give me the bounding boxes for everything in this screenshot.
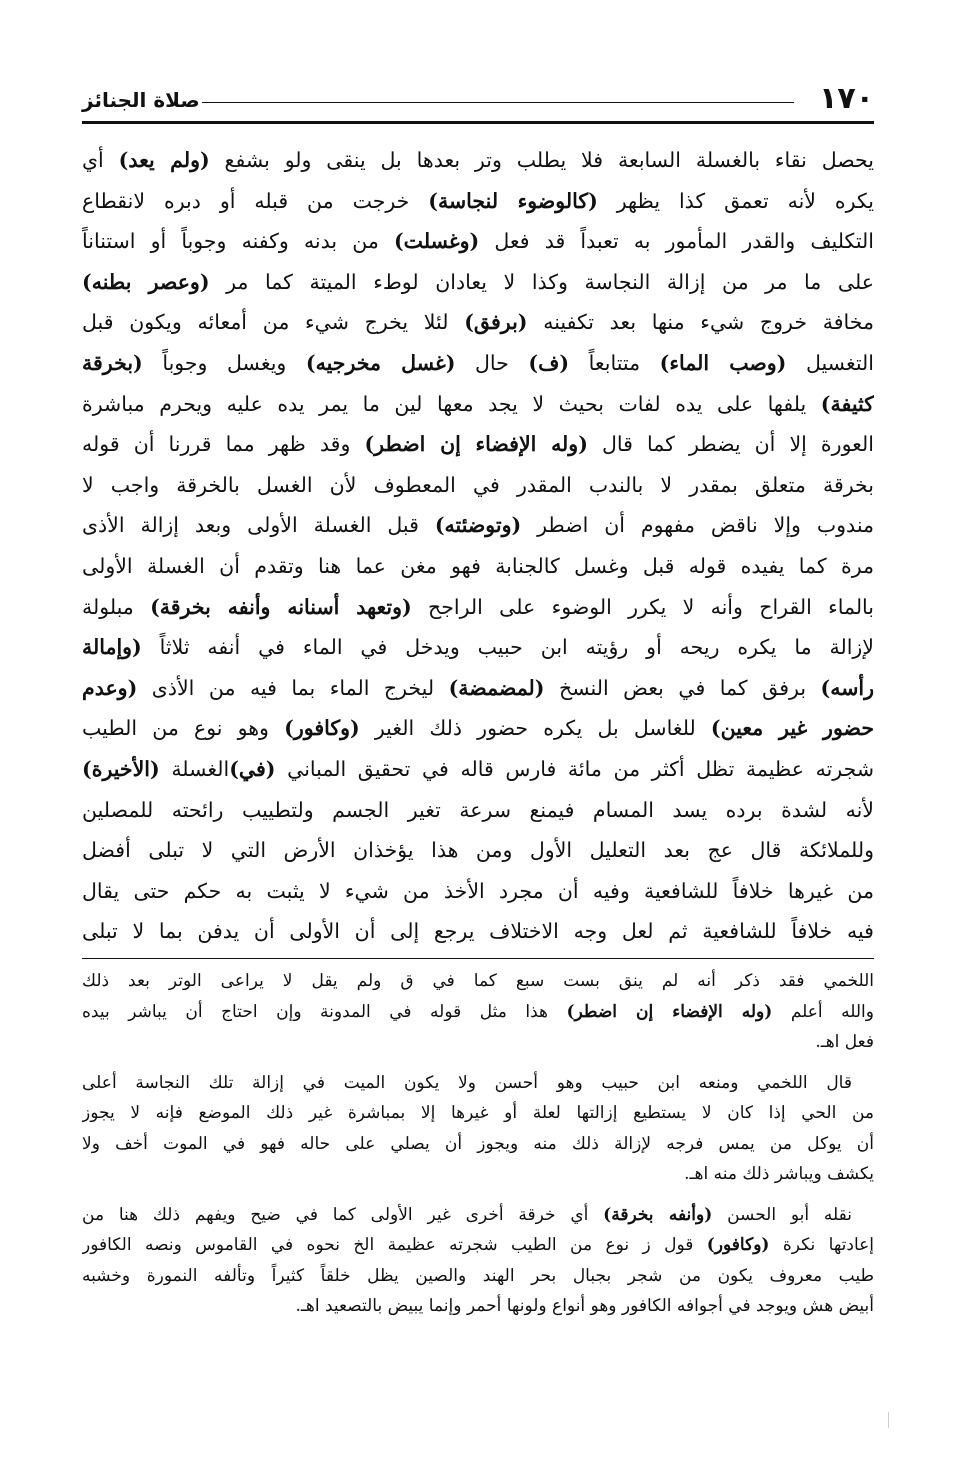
text-line (82, 830, 874, 871)
bold-matn-phrase: حضور غير معين) (710, 716, 874, 741)
text-line (82, 1261, 874, 1292)
text-line (82, 790, 874, 831)
text-line (82, 140, 874, 181)
text-segment: ليخرج الماء بما فيه من الأذى (137, 675, 449, 700)
text-line (82, 911, 874, 952)
text-segment: شجرته عظيمة تظل أكثر من مائة فارس قاله في تحقيق المباني (275, 756, 874, 781)
bold-matn-phrase: (وأنفه بخرقة) (603, 1204, 713, 1225)
text-line (82, 587, 874, 628)
text-segment: ويغسل وجوباً (142, 350, 306, 375)
text-line (82, 262, 874, 303)
text-segment: يكشف ويباشر ذلك منه اهـ. (684, 1164, 874, 1184)
footnote-paragraph (82, 1200, 874, 1322)
bold-matn-phrase: (ولم يعد) (118, 148, 210, 172)
text-segment: من غيرها خلافاً للشافعية وفيه أن مجرد الأخذ من شيء لا يثبت به حكم حتى يقال (82, 878, 874, 903)
footnote-separator (82, 958, 874, 959)
bold-matn-phrase: (كالوضوء لنجاسة) (428, 188, 598, 213)
text-segment: نقله أبو الحسن (712, 1204, 852, 1225)
text-line (82, 708, 874, 749)
text-line (82, 627, 874, 668)
bold-matn-phrase: (لمضمضة) (448, 675, 545, 700)
text-segment: يلفها على يده لفات بحيث لا يجد معها لين ما يمر يده عليه ويحرم مباشرة (82, 391, 821, 416)
text-segment: مخافة خروج شيء منها بعد تكفينه (527, 310, 874, 335)
text-segment: مرة كما يفيده قوله قبل وغسل كالجنابة فهو مغن عما هنا وتقدم أن الغسلة الأولى (82, 553, 874, 578)
text-segment: وللملائكة قال عج بعد التعليل الأول ومن هذا يؤخذان الأرض التي لا تبلى أفضل (82, 838, 874, 863)
text-segment: متتابعاً (569, 350, 660, 375)
bold-matn-phrase: (الأخيرة) (82, 756, 160, 781)
text-segment: خرجت من قبله أو دبره لانقطاع (82, 188, 429, 213)
text-line (82, 1230, 874, 1261)
text-segment: هذا مثل قوله في المدونة وإن احتاج أن يباشر بيده (82, 1001, 567, 1022)
footnote-paragraph (82, 966, 874, 1058)
text-line (82, 181, 874, 222)
text-line (82, 424, 874, 465)
text-line (82, 546, 874, 587)
text-segment: برفق كما في بعض النسخ (544, 675, 821, 700)
bold-matn-phrase: (وعصر بطنه) (82, 269, 210, 294)
bold-matn-phrase: (وعدم (82, 675, 138, 700)
text-line (82, 871, 874, 912)
text-segment: التغسيل (786, 350, 874, 375)
text-segment: الغسلة (159, 756, 230, 781)
text-segment: والله أعلم (772, 1001, 874, 1022)
text-segment: مبلولة (82, 594, 151, 619)
text-segment: وهو نوع من الطيب (82, 716, 285, 741)
bold-matn-phrase: (وكافور) (284, 716, 360, 741)
text-segment: على ما مر من إزالة النجاسة وكذا لا يعادان لوطء الميتة كما مر (209, 269, 874, 294)
text-line (82, 1291, 874, 1322)
text-line (82, 1159, 874, 1190)
text-segment: فعل اهـ. (815, 1032, 874, 1052)
text-line (82, 1068, 874, 1099)
bold-matn-phrase: (وله الإفضاء إن اضطر) (364, 432, 588, 457)
text-segment: لئلا يخرج شيء من أمعائه ويكون قبل (82, 310, 465, 335)
text-line (82, 302, 874, 343)
text-segment: بخرقة متعلق بمقدر لا بالندب المقدر في المعطوف لأن الغسل بالخرقة واجب لا (82, 472, 874, 497)
text-line (82, 997, 874, 1028)
bold-matn-phrase: (وتعهد أسنانه وأنفه بخرقة) (150, 594, 412, 619)
text-segment: إعادتها نكرة (769, 1235, 874, 1255)
page-header (82, 80, 874, 120)
text-line (82, 1200, 874, 1231)
text-line (82, 749, 874, 790)
running-title: صلاة الجنائز (82, 88, 200, 112)
bold-matn-phrase: كثيفة) (820, 391, 874, 416)
text-line (82, 668, 874, 709)
bold-matn-phrase: رأسه) (820, 675, 874, 700)
page-number: ١٧٠ (819, 81, 874, 116)
text-segment: أي (82, 148, 119, 172)
text-segment: قبل الغسلة الأولى وبعد إزالة الأذى (82, 513, 435, 538)
text-line (82, 505, 874, 546)
footnotes (82, 966, 874, 1332)
text-line (82, 343, 874, 384)
text-segment: قال اللخمي ومنعه ابن حبيب وهو أحسن ولا يكون الميت في إزالة تلك النجاسة أعلى (82, 1072, 852, 1093)
text-segment: من بدنه وكفنه وجوباً أو استناناً (82, 229, 394, 254)
text-line (82, 384, 874, 425)
bold-matn-phrase: (وتوضئته) (434, 513, 522, 538)
text-line (82, 221, 874, 262)
header-dash-line (202, 102, 794, 103)
text-segment: من الحي إذا كان لا يستطيع إزالتها لعلة أو غيرها إلا بمباشرة غير ذلك الموضع فإنه لا يجوز (82, 1103, 874, 1123)
text-segment: التكليف والقدر المأمور به تعبداً قد فعل (479, 229, 874, 254)
bold-matn-phrase: (في) (229, 756, 276, 781)
text-segment: أبيض هش ويوجد في أجوافه الكافور وهو أنواع ولونها أحمر وإنما يبيض بالتصعيد اهـ. (295, 1296, 874, 1316)
text-line (82, 465, 874, 506)
text-segment: العورة إلا أن يضطر كما قال (587, 432, 874, 457)
text-segment: وقد ظهر مما قررنا أن قوله (82, 432, 365, 457)
text-segment: لأنه لشدة برده يسد المسام فيمنع سرعة تغير الجسم ولتطييب رائحته للمصلين (82, 797, 874, 822)
bold-matn-phrase: (وإمالة (82, 635, 142, 660)
scan-edge-mark (888, 1412, 889, 1428)
text-line (82, 1027, 874, 1058)
text-segment: مندوب وإلا ناقض مفهوم أن اضطر (521, 513, 874, 538)
bold-matn-phrase: (غسل مخرجيه) (305, 350, 456, 375)
bold-matn-phrase: (بخرقة (82, 350, 143, 375)
bold-matn-phrase: (وكافور) (706, 1235, 770, 1255)
footnote-paragraph (82, 1068, 874, 1190)
bold-matn-phrase: (برفق) (464, 310, 528, 335)
header-rule (82, 121, 874, 124)
text-segment: اللخمي فقد ذكر أنه لم ينق بست سبع كما في ق ولم يقل لا يراعى الوتر بعد ذلك (82, 971, 874, 991)
text-segment: يحصل نقاء بالغسلة السابعة فلا يطلب وتر بعدها بل ينقى ولو بشفع (209, 148, 874, 172)
text-segment: قول ز نوع من الطيب شجرته عظيمة الخ نحوه في القاموس ونصه الكافور (82, 1235, 707, 1255)
bold-matn-phrase: (وصب الماء) (659, 350, 787, 375)
text-segment: طيب معروف يكون من شجر بجبال بحر الهند والصين يظل خلقاً كثيراً وتألفه النمورة وخشبه (82, 1265, 874, 1286)
bold-matn-phrase: (وغسلت) (393, 229, 480, 254)
text-segment: بالماء القراح وأنه لا يكرر الوضوء على الراجح (411, 594, 874, 619)
text-segment: فيه خلافاً للشافعية ثم لعل وجه الاختلاف يرجع إلى أن الأولى أن يدفن بما لا تبلى (82, 919, 874, 944)
text-segment: أن يوكل من يمس فرجه لإزالة ذلك منه ويجوز أن يصلي على حاله فهو في الموت أخف ولا (82, 1133, 874, 1154)
text-segment: أي خرقة أخرى غير الأولى كما في ضيح ويفهم ذلك هنا من (82, 1204, 604, 1225)
text-segment: للغاسل بل يكره حضور ذلك الغير (359, 716, 711, 741)
bold-matn-phrase: (ف) (528, 350, 570, 375)
text-segment: يكره لأنه تعمق كذا يظهر (597, 188, 874, 213)
bold-matn-phrase: (وله الإفضاء إن اضطر) (566, 1001, 773, 1022)
text-segment: حال (455, 350, 529, 375)
text-line (82, 1098, 874, 1129)
main-text (82, 140, 874, 952)
text-line (82, 966, 874, 997)
text-segment: لإزالة ما يكره ريحه أو رؤيته ابن حبيب ويدخل في الماء في أنفه ثلاثاً (141, 635, 874, 660)
text-line (82, 1129, 874, 1160)
